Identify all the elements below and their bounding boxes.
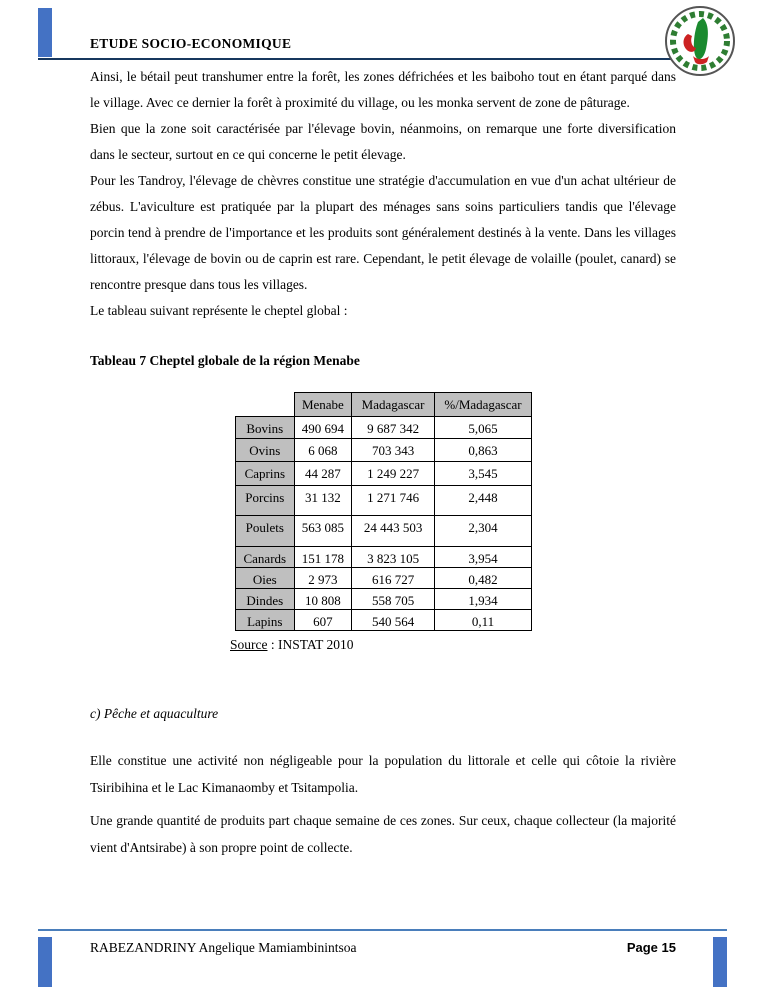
row-label: Dindes [236, 589, 295, 610]
column-header-menabe: Menabe [294, 393, 352, 417]
paragraph: Le tableau suivant représente le cheptel global : [90, 303, 348, 318]
table-row [236, 589, 532, 610]
table-cell: 1 271 746 [352, 486, 435, 516]
table-cell: 2 973 [294, 568, 352, 589]
paragraph: Une grande quantité de produits part chaque semaine de ces zones. Sur ceux, chaque collecteur (la majorité vient d'Antsirabe) à son propre point de collecte. [90, 813, 676, 855]
row-label: Ovins [236, 439, 295, 462]
table-cell: 24 443 503 [352, 516, 435, 547]
row-label: Bovins [236, 417, 295, 439]
table-row [236, 547, 532, 568]
column-header-madagascar: Madagascar [352, 393, 435, 417]
table-cell: 1,934 [435, 589, 532, 610]
table-cell: 0,863 [435, 439, 532, 462]
column-header-pct-madagascar: %/Madagascar [435, 393, 532, 417]
footer-page-number: Page 15 [626, 940, 676, 955]
table-cell: 9 687 342 [352, 417, 435, 439]
table-cell: 703 343 [352, 439, 435, 462]
table-cell: 44 287 [294, 462, 352, 486]
table-cell: 2,304 [435, 516, 532, 547]
table-cell: 563 085 [294, 516, 352, 547]
row-label: Caprins [236, 462, 295, 486]
table-row [236, 610, 532, 631]
source-text: : INSTAT 2010 [267, 637, 354, 652]
paragraph: Ainsi, le bétail peut transhumer entre la forêt, les zones défrichées et les baiboho tout en étant parqué dans le village. Avec ce dernier la forêt à proximité du village, ou les monka servent de zone de pâturage. [90, 69, 676, 110]
table-cell: 0,482 [435, 568, 532, 589]
table-cell: 1 249 227 [352, 462, 435, 486]
table-cell: 3 823 105 [352, 547, 435, 568]
table-cell: 0,11 [435, 610, 532, 631]
paragraph: Pour les Tandroy, l'élevage de chèvres constitue une stratégie d'accumulation en vue d'un achat ultérieur de zébus. L'aviculture est pratiquée par la plupart des ménages sans soins particuliers tandis que l'élevage porcin tend à prendre de l'importance et les produits sont généralement destinés à la vente. Dans les villages littoraux, l'élevage de bovin ou de caprin est rare. Cependant, le petit élevage de volaille (poulet, canard) se rencontre presque dans tous les villages. [90, 173, 676, 292]
table-header-row [236, 393, 532, 417]
header-divider [38, 58, 727, 60]
table-source [230, 635, 676, 655]
footer-divider [38, 929, 727, 931]
row-label: Oies [236, 568, 295, 589]
row-label: Lapins [236, 610, 295, 631]
paragraph: Bien que la zone soit caractérisée par l'élevage bovin, néanmoins, on remarque une forte diversification dans le secteur, surtout en ce qui concerne le petit élevage. [90, 121, 676, 162]
table-row [236, 462, 532, 486]
header-accent-bar [38, 8, 52, 57]
row-label: Poulets [236, 516, 295, 547]
table-cell: 3,954 [435, 547, 532, 568]
table-cell: 2,448 [435, 486, 532, 516]
footer-accent-bar-left [38, 937, 52, 987]
table-corner-cell [236, 393, 295, 417]
table-cell: 151 178 [294, 547, 352, 568]
table-row [236, 486, 532, 516]
table-cell: 31 132 [294, 486, 352, 516]
paragraph: Elle constitue une activité non négligeable pour la population du littorale et celle qui côtoie la rivière Tsiribihina et le Lac Kimanaomby et Tsitampolia. [90, 753, 676, 795]
table-row [236, 439, 532, 462]
page-header-title: ETUDE SOCIO-ECONOMIQUE [90, 36, 292, 51]
table-cell: 558 705 [352, 589, 435, 610]
table-row [236, 516, 532, 547]
source-label: Source [230, 637, 268, 652]
row-label: Canards [236, 547, 295, 568]
section-heading-peche: c) Pêche et aquaculture [90, 706, 219, 721]
table-row [236, 568, 532, 589]
document-body [90, 64, 676, 861]
page-footer [90, 940, 676, 956]
table-cell: 607 [294, 610, 352, 631]
table-caption: Tableau 7 Cheptel globale de la région Menabe [90, 353, 360, 368]
cheptel-table [235, 392, 532, 631]
footer-author: RABEZANDRINY Angelique Mamiambinintsoa [90, 940, 357, 955]
table-cell: 3,545 [435, 462, 532, 486]
table-cell: 540 564 [352, 610, 435, 631]
table-row [236, 417, 532, 439]
footer-accent-bar-right [713, 937, 727, 987]
table-cell: 10 808 [294, 589, 352, 610]
table-cell: 5,065 [435, 417, 532, 439]
row-label: Porcins [236, 486, 295, 516]
table-cell: 6 068 [294, 439, 352, 462]
table-cell: 616 727 [352, 568, 435, 589]
section-peche-body [90, 747, 676, 861]
table-cell: 490 694 [294, 417, 352, 439]
